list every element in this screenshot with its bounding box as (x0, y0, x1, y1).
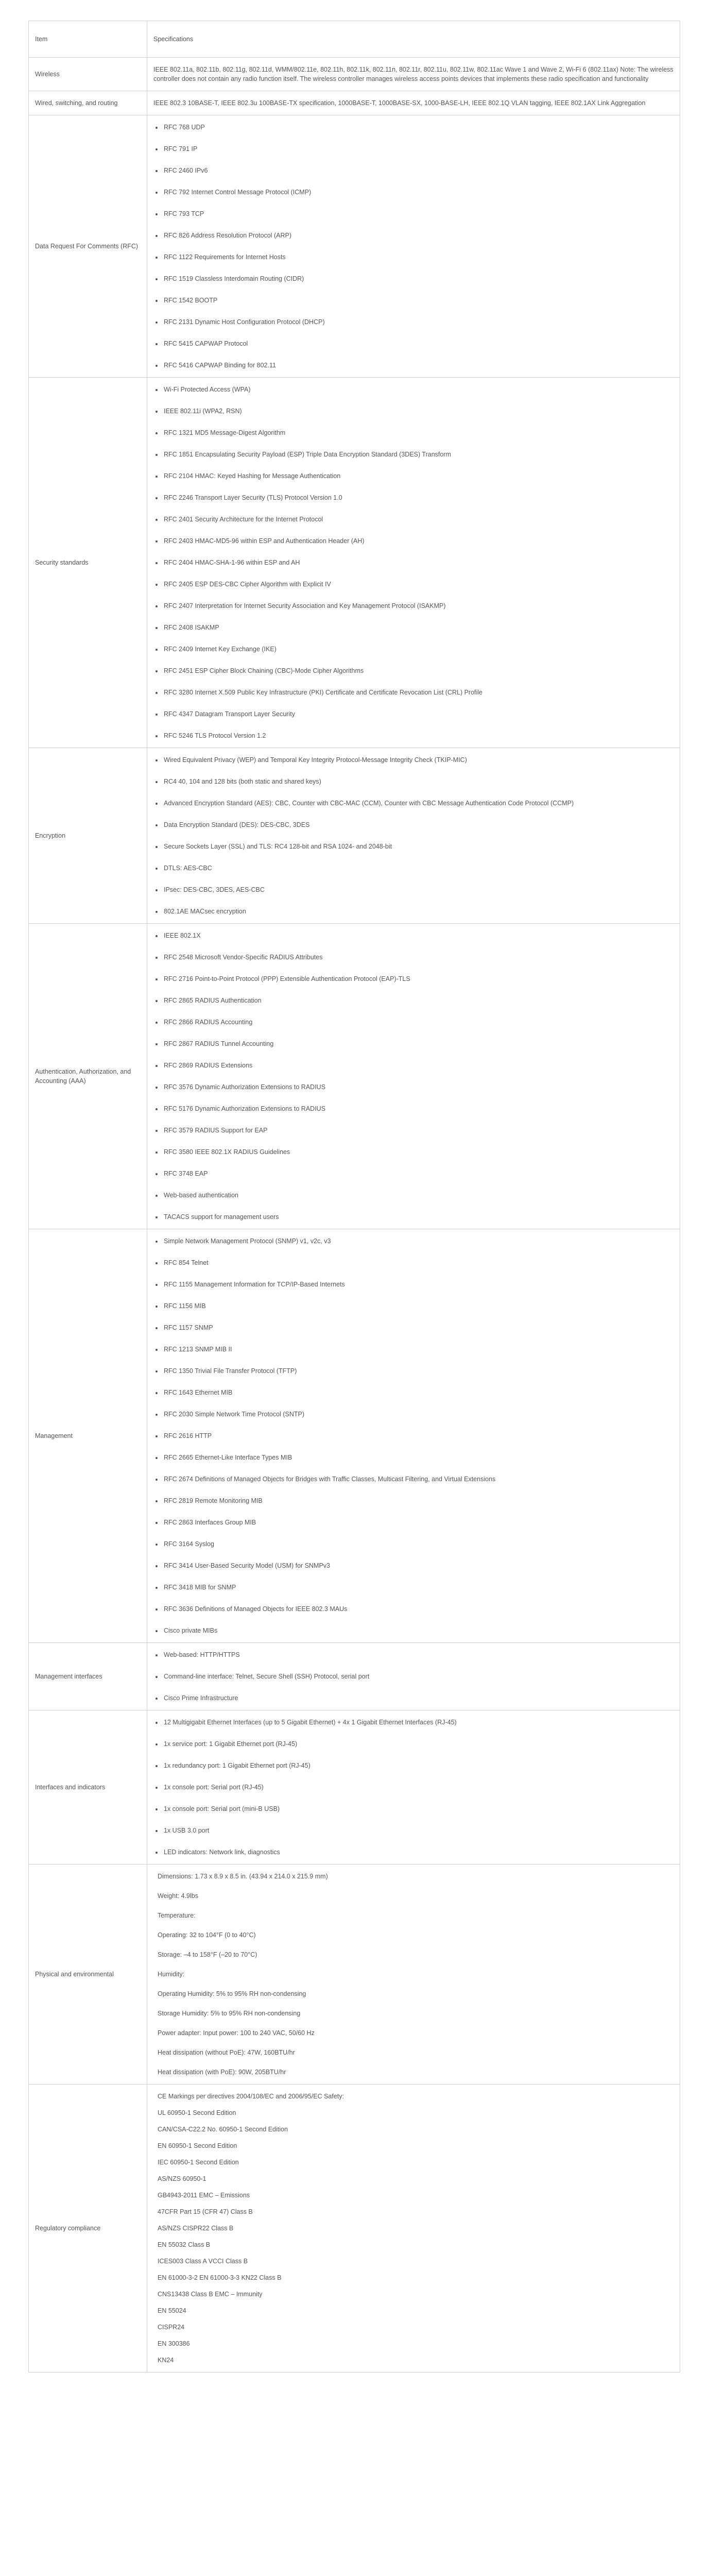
header-specifications: Specifications (147, 21, 680, 58)
list-item: • Wired Equivalent Privacy (WEP) and Temporal Key Integrity Protocol-Message Integrity Check (TKIP-MIC) (163, 755, 674, 765)
row-specifications (147, 91, 680, 115)
list-item: • RFC 1122 Requirements for Internet Hosts (163, 252, 674, 262)
list-item: • RFC 2131 Dynamic Host Configuration Protocol (DHCP) (163, 317, 674, 327)
table-row (29, 91, 680, 115)
list-item: • RFC 791 IP (163, 144, 674, 154)
list-item: EN 60950-1 Second Edition (158, 2142, 237, 2149)
list-item: • IPsec: DES-CBC, 3DES, AES-CBC (163, 885, 674, 894)
list-item: • RFC 2401 Security Architecture for the Internet Protocol (163, 515, 674, 524)
list-item: • 1x USB 3.0 port (163, 1826, 674, 1835)
list-item: IEC 60950-1 Second Edition (158, 2159, 239, 2166)
list-item: • RFC 2408 ISAKMP (163, 623, 674, 632)
list-item: • RFC 2409 Internet Key Exchange (IKE) (163, 645, 674, 654)
list-item: • RFC 2819 Remote Monitoring MIB (163, 1496, 674, 1505)
row-item-label: Physical and environmental (29, 1865, 147, 2084)
list-item: • RFC 792 Internet Control Message Protocol (ICMP) (163, 188, 674, 197)
spec-text: IEEE 802.11a, 802.11b, 802.11g, 802.11d, WMM/802.11e, 802.11h, 802.11k, 802.11n, 802.11r, 802.11u, 802.11w, 802.11ac Wave 1 and Wave 2, Wi-Fi 6 (802.11ax) Note: The wireless controller does not contain any radio function itself. The wireless controller manages wireless access points devices that implements these radio specification and functionality (153, 66, 674, 82)
list-item: • RFC 1851 Encapsulating Security Payload (ESP) Triple Data Encryption Standard (3DES) Transform (163, 450, 674, 459)
list-item: EN 55032 Class B (158, 2241, 211, 2248)
list-item: • RFC 1156 MIB (163, 1301, 674, 1311)
list-item: • RFC 5176 Dynamic Authorization Extensions to RADIUS (163, 1104, 674, 1113)
spec-bullet-list (153, 1650, 674, 1703)
list-item: • Cisco private MIBs (163, 1626, 674, 1635)
list-item: • RFC 3580 IEEE 802.1X RADIUS Guidelines (163, 1147, 674, 1157)
list-item: • RFC 2405 ESP DES-CBC Cipher Algorithm with Explicit IV (163, 580, 674, 589)
list-item: • RFC 2866 RADIUS Accounting (163, 1018, 674, 1027)
list-item: • RFC 1155 Management Information for TCP/IP-Based Internets (163, 1280, 674, 1289)
list-item: • RFC 2407 Interpretation for Internet Security Association and Key Management Protocol (ISAKMP) (163, 601, 674, 611)
row-item-label: Regulatory compliance (29, 2084, 147, 2372)
table-row (29, 924, 680, 1229)
row-specifications (147, 1643, 680, 1710)
list-item: • RFC 2460 IPv6 (163, 166, 674, 175)
row-specifications (147, 1710, 680, 1865)
list-item: • DTLS: AES-CBC (163, 863, 674, 873)
list-item: • RFC 1643 Ethernet MIB (163, 1388, 674, 1397)
row-specifications (147, 924, 680, 1229)
table-row (29, 2084, 680, 2372)
row-item-label: Wireless (29, 58, 147, 91)
list-item: AS/NZS 60950-1 (158, 2175, 206, 2182)
list-item: • Data Encryption Standard (DES): DES-CBC, 3DES (163, 820, 674, 829)
list-item: • RFC 2404 HMAC-SHA-1-96 within ESP and AH (163, 558, 674, 567)
table-row (29, 1710, 680, 1865)
list-item: • Advanced Encryption Standard (AES): CBC, Counter with CBC-MAC (CCM), Counter with CBC Message Authentication Code Protocol (CCMP) (163, 799, 674, 808)
spec-plain-list (153, 1872, 674, 2077)
list-item: Operating Humidity: 5% to 95% RH non-condensing (158, 1990, 306, 1997)
list-item: • 1x redundancy port: 1 Gigabit Ethernet port (RJ-45) (163, 1761, 674, 1770)
list-item: • TACACS support for management users (163, 1212, 674, 1222)
table-row (29, 1643, 680, 1710)
list-item: • RFC 4347 Datagram Transport Layer Security (163, 709, 674, 719)
list-item: GB4943-2011 EMC – Emissions (158, 2192, 250, 2199)
list-item: Dimensions: 1.73 x 8.9 x 8.5 in. (43.94 x 214.0 x 215.9 mm) (158, 1873, 328, 1880)
table-row (29, 58, 680, 91)
list-item: AS/NZS CISPR22 Class B (158, 2225, 234, 2232)
list-item: Heat dissipation (with PoE): 90W, 205BTU/hr (158, 2069, 286, 2076)
list-item: • 802.1AE MACsec encryption (163, 907, 674, 916)
spec-bullet-list (153, 385, 674, 740)
table-row (29, 748, 680, 924)
list-item: Storage: –4 to 158°F (–20 to 70°C) (158, 1951, 257, 1958)
list-item: • 12 Multigigabit Ethernet Interfaces (up to 5 Gigabit Ethernet) + 4x 1 Gigabit Ethernet Interfaces (RJ-45) (163, 1718, 674, 1727)
list-item: • RFC 2674 Definitions of Managed Objects for Bridges with Traffic Classes, Multicast Filtering, and Virtual Extensions (163, 1475, 674, 1484)
list-item: • RFC 2616 HTTP (163, 1431, 674, 1440)
spec-bullet-list (153, 1236, 674, 1635)
list-item: • RFC 5416 CAPWAP Binding for 802.11 (163, 361, 674, 370)
list-item: • RFC 1157 SNMP (163, 1323, 674, 1332)
list-item: Operating: 32 to 104°F (0 to 40°C) (158, 1931, 256, 1939)
list-item: • RFC 3576 Dynamic Authorization Extensions to RADIUS (163, 1082, 674, 1092)
row-specifications (147, 1229, 680, 1643)
row-item-label: Management (29, 1229, 147, 1643)
list-item: • RFC 3748 EAP (163, 1169, 674, 1178)
spec-bullet-list (153, 123, 674, 370)
row-item-label: Data Request For Comments (RFC) (29, 115, 147, 378)
list-item: • Simple Network Management Protocol (SNMP) v1, v2c, v3 (163, 1236, 674, 1246)
list-item: • Command-line interface: Telnet, Secure Shell (SSH) Protocol, serial port (163, 1672, 674, 1681)
row-item-label: Management interfaces (29, 1643, 147, 1710)
list-item: • RFC 768 UDP (163, 123, 674, 132)
row-specifications (147, 378, 680, 748)
list-item: • RFC 2403 HMAC-MD5-96 within ESP and Authentication Header (AH) (163, 536, 674, 546)
list-item: • IEEE 802.11i (WPA2, RSN) (163, 406, 674, 416)
list-item: CNS13438 Class B EMC – Immunity (158, 2291, 263, 2298)
list-item: Power adapter: Input power: 100 to 240 VAC, 50/60 Hz (158, 2029, 315, 2037)
row-item-label: Interfaces and indicators (29, 1710, 147, 1865)
row-item-label: Security standards (29, 378, 147, 748)
list-item: • RFC 2104 HMAC: Keyed Hashing for Message Authentication (163, 471, 674, 481)
table-header-row (29, 21, 680, 58)
list-item: • RFC 854 Telnet (163, 1258, 674, 1267)
list-item: • Web-based: HTTP/HTTPS (163, 1650, 674, 1659)
spec-table (28, 21, 680, 2372)
table-row (29, 378, 680, 748)
list-item: • Wi-Fi Protected Access (WPA) (163, 385, 674, 394)
list-item: • RFC 1213 SNMP MIB II (163, 1345, 674, 1354)
list-item: • Cisco Prime Infrastructure (163, 1693, 674, 1703)
list-item: • RFC 3579 RADIUS Support for EAP (163, 1126, 674, 1135)
spec-bullet-list (153, 1718, 674, 1857)
table-row (29, 1865, 680, 2084)
list-item: CISPR24 (158, 2324, 185, 2331)
list-item: • RFC 2246 Transport Layer Security (TLS) Protocol Version 1.0 (163, 493, 674, 502)
list-item: • RFC 2869 RADIUS Extensions (163, 1061, 674, 1070)
table-row (29, 115, 680, 378)
list-item: • RFC 2865 RADIUS Authentication (163, 996, 674, 1005)
list-item: • Secure Sockets Layer (SSL) and TLS: RC4 128-bit and RSA 1024- and 2048-bit (163, 842, 674, 851)
list-item: • RC4 40, 104 and 128 bits (both static and shared keys) (163, 777, 674, 786)
row-specifications (147, 115, 680, 378)
list-item: • RFC 3636 Definitions of Managed Objects for IEEE 802.3 MAUs (163, 1604, 674, 1614)
list-item: • RFC 1321 MD5 Message-Digest Algorithm (163, 428, 674, 437)
list-item: • RFC 3418 MIB for SNMP (163, 1583, 674, 1592)
spec-table-body (29, 58, 680, 2372)
list-item: Heat dissipation (without PoE): 47W, 160BTU/hr (158, 2049, 295, 2056)
list-item: UL 60950-1 Second Edition (158, 2109, 236, 2116)
row-specifications (147, 2084, 680, 2372)
list-item: • RFC 3414 User-Based Security Model (USM) for SNMPv3 (163, 1561, 674, 1570)
list-item: • RFC 1542 BOOTP (163, 296, 674, 305)
table-row (29, 1229, 680, 1643)
list-item: EN 300386 (158, 2340, 190, 2347)
list-item: EN 61000-3-2 EN 61000-3-3 KN22 Class B (158, 2274, 282, 2281)
list-item: • 1x service port: 1 Gigabit Ethernet port (RJ-45) (163, 1739, 674, 1749)
list-item: Humidity: (158, 1971, 185, 1978)
row-specifications (147, 748, 680, 924)
list-item: CAN/CSA-C22.2 No. 60950-1 Second Edition (158, 2126, 288, 2133)
list-item: • RFC 2548 Microsoft Vendor-Specific RADIUS Attributes (163, 953, 674, 962)
list-item: • Web-based authentication (163, 1191, 674, 1200)
list-item: • 1x console port: Serial port (RJ-45) (163, 1783, 674, 1792)
list-item: CE Markings per directives 2004/108/EC and 2006/95/EC Safety: (158, 2093, 344, 2100)
spec-plain-list (153, 2092, 674, 2365)
row-item-label: Authentication, Authorization, and Accounting (AAA) (29, 924, 147, 1229)
list-item: • RFC 2716 Point-to-Point Protocol (PPP) Extensible Authentication Protocol (EAP)-TLS (163, 974, 674, 984)
list-item: EN 55024 (158, 2307, 186, 2314)
spec-bullet-list (153, 755, 674, 916)
list-item: • RFC 1350 Trivial File Transfer Protocol (TFTP) (163, 1366, 674, 1376)
list-item: 47CFR Part 15 (CFR 47) Class B (158, 2208, 253, 2215)
list-item: • RFC 826 Address Resolution Protocol (ARP) (163, 231, 674, 240)
list-item: Weight: 4.9lbs (158, 1892, 198, 1900)
list-item: Temperature: (158, 1912, 196, 1919)
list-item: • RFC 2665 Ethernet-Like Interface Types MIB (163, 1453, 674, 1462)
row-item-label: Encryption (29, 748, 147, 924)
list-item: • 1x console port: Serial port (mini-B USB) (163, 1804, 674, 1814)
list-item: • RFC 5246 TLS Protocol Version 1.2 (163, 731, 674, 740)
list-item: • RFC 1519 Classless Interdomain Routing (CIDR) (163, 274, 674, 283)
list-item: • RFC 3280 Internet X.509 Public Key Infrastructure (PKI) Certificate and Certificate Revocation List (CRL) Profile (163, 688, 674, 697)
list-item: • IEEE 802.1X (163, 931, 674, 940)
list-item: • RFC 793 TCP (163, 209, 674, 218)
list-item: • RFC 2867 RADIUS Tunnel Accounting (163, 1039, 674, 1048)
header-item: Item (29, 21, 147, 58)
spec-text: IEEE 802.3 10BASE-T, IEEE 802.3u 100BASE-TX specification, 1000BASE-T, 1000BASE-SX, 1000-BASE-LH, IEEE 802.1Q VLAN tagging, IEEE 802.1AX Link Aggregation (153, 99, 646, 107)
list-item: • RFC 5415 CAPWAP Protocol (163, 339, 674, 348)
list-item: ICES003 Class A VCCI Class B (158, 2258, 248, 2265)
row-item-label: Wired, switching, and routing (29, 91, 147, 115)
list-item: KN24 (158, 2357, 174, 2364)
list-item: Storage Humidity: 5% to 95% RH non-condensing (158, 2010, 301, 2017)
list-item: • LED indicators: Network link, diagnostics (163, 1848, 674, 1857)
row-specifications (147, 1865, 680, 2084)
list-item: • RFC 2863 Interfaces Group MIB (163, 1518, 674, 1527)
list-item: • RFC 2030 Simple Network Time Protocol (SNTP) (163, 1410, 674, 1419)
row-specifications (147, 58, 680, 91)
spec-bullet-list (153, 931, 674, 1222)
list-item: • RFC 3164 Syslog (163, 1539, 674, 1549)
list-item: • RFC 2451 ESP Cipher Block Chaining (CBC)-Mode Cipher Algorithms (163, 666, 674, 675)
